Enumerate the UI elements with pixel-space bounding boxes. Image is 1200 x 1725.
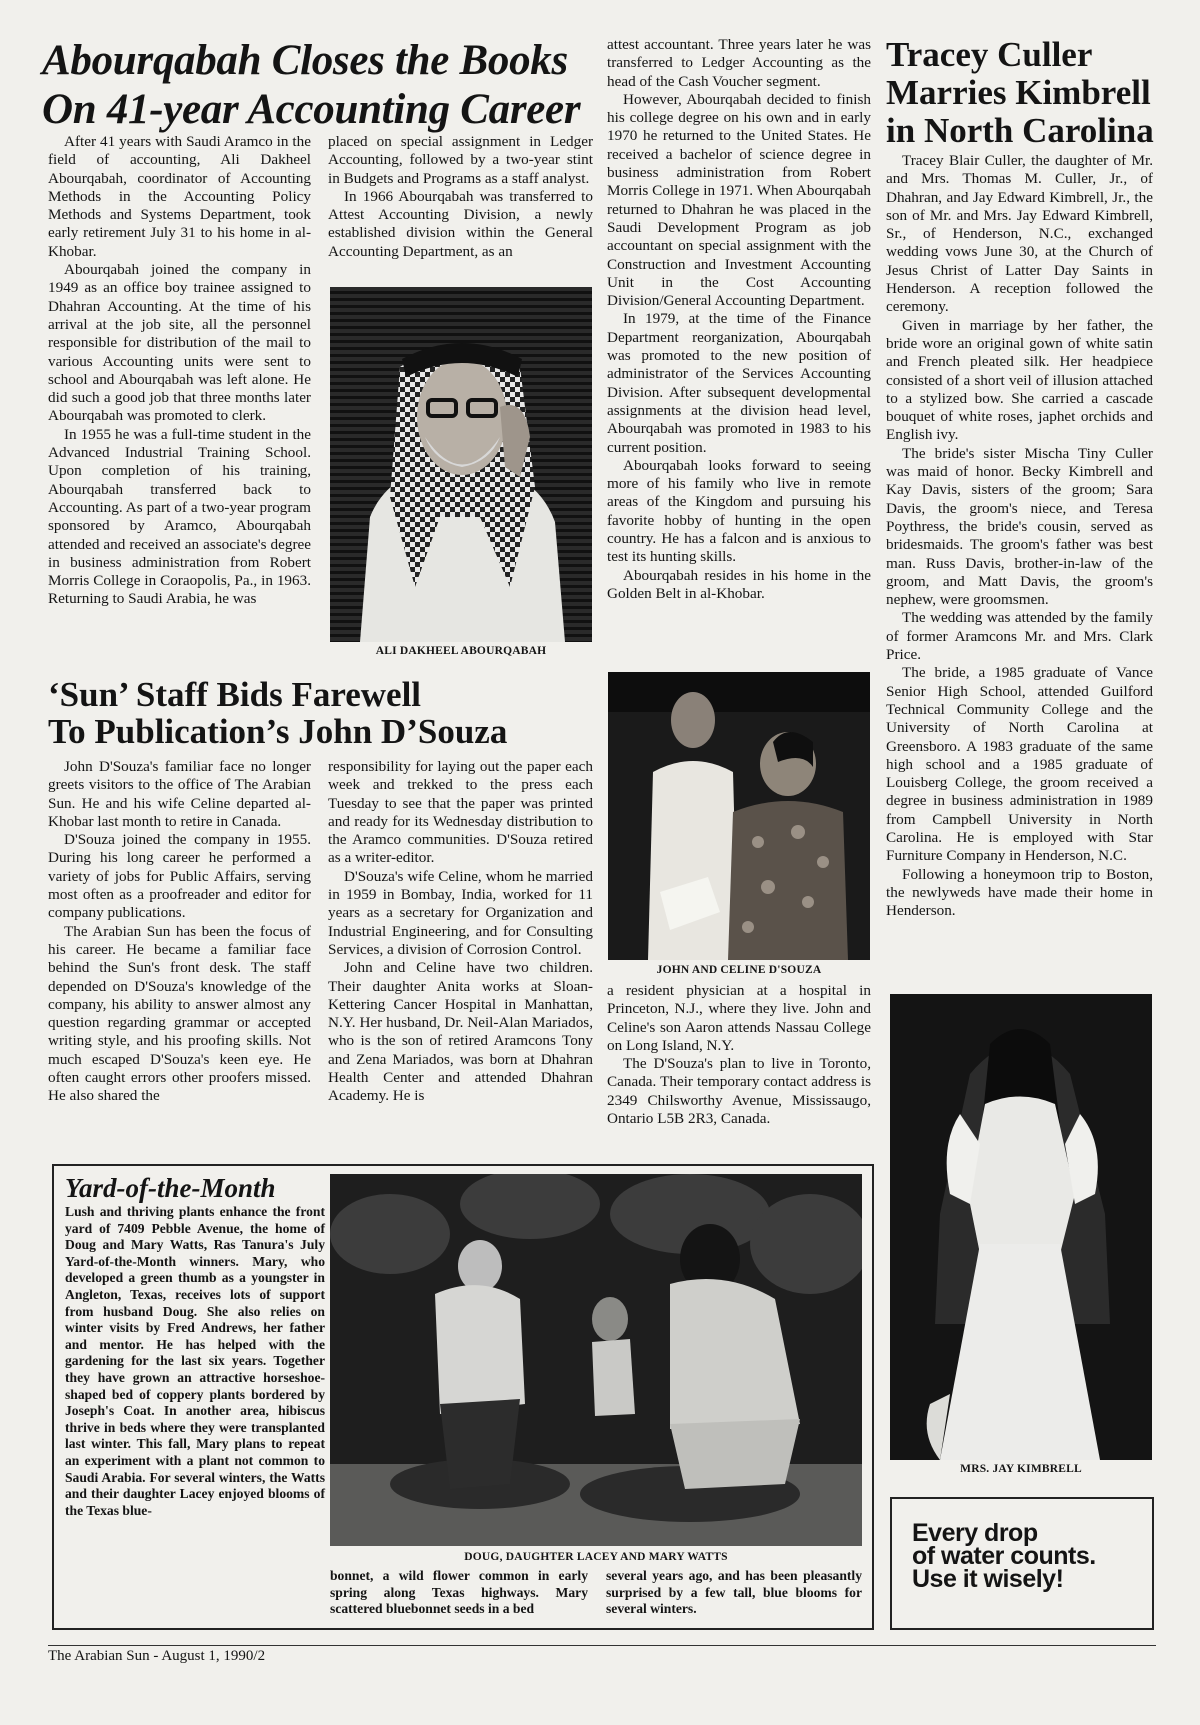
story2-column-3: a resident physician at a hospital in Princeton, N.J., where they live. John and Celine's son Aaron attends Nassau College on Long Island, N.Y. The D'Souza's plan to live in Toronto, Canada. Their temporary contact address is 2349 Chilsworthy Avenue, Mississaugo, Ontario L5B 2R3, Canada. (607, 982, 871, 1128)
yard-of-the-month-box (52, 1164, 874, 1630)
footer-rule (48, 1645, 1156, 1646)
yard-bottom-column-2: bonnet, a wild flower common in early spring along Texas highways. Mary scattered bluebonnet seeds in a bed (330, 1568, 588, 1617)
yard-bottom-column-3: several years ago, and has been pleasantly surprised by a few tall, blue blooms for several winters. (606, 1568, 862, 1617)
yard-text-column: Lush and thriving plants enhance the front yard of 7409 Pebble Avenue, the home of Doug and Mary Watts, Ras Tanura's July Yard-of-the-Month winners. Mary, who developed a green thumb as a youngster in Angleton, Texas, receives lots of support from husband Doug. She also relies on winter visits by Fred Andrews, her father and mentor. He has helped with the gardening for the last six years. Together they have grown an attractive horseshoe-shaped bed of coppery plants bordered by Joseph's Coat. In another area, hibiscus thrive in beds where they were transplanted last winter. This fall, Mary plans to repeat an experiment with a plant not common to Saudi Arabia. For several winters, the Watts and their daughter Lacey enjoyed blooms of the Texas blue- (65, 1204, 325, 1518)
photo-mrs-kimbrell (890, 994, 1152, 1460)
photo-abourqabah (330, 287, 592, 642)
story1-column-2: placed on special assignment in Ledger Accounting, followed by a two-year stint in Budgets and Programs as a staff analyst. In 1966 Abourqabah was transferred to Attest Accounting Division, a newly established division within the General Accounting Department, as an (328, 133, 593, 260)
photo-caption-abourqabah: ALI DAKHEEL ABOURQABAH (375, 645, 547, 657)
story3-column: Tracey Blair Culler, the daughter of Mr. and Mrs. Thomas M. Culler, Jr., of Dhahran, and Jay Edward Kimbrell, Jr., the son of Mr. and Mrs. Jay Edward Kimbrell, Sr., of Henderson, N.C., exchanged wedding vows June 30, at the Church of Jesus Christ of Latter Day Saints in Henderson. A reception followed the ceremony. Given in marriage by her father, the bride wore an original gown of white satin and French pleated silk. Her headpiece consisted of a short veil of illusion attached to a stylized bow. She carried a cascade bouquet of white roses, japhet orchids and English ivy. The bride's sister Mischa Tiny Culler was maid of honor. Becky Kimbrell and Kay Davis, sisters of the groom; Sara Davis, the groom's niece, and Teresa Poythress, the bride's cousin, served as bridesmaids. The groom's father was best man. Russ Davis, brother-in-law of the groom, and Matt Davis, the groom's nephew, were groomsmen. The wedding was attended by the family of former Aramcons Mr. and Mrs. Clark Price. The bride, a 1985 graduate of Vance Senior High School, attended Guilford Technical Community College and the University of North Carolina at Greensboro. A 1983 graduate of the same high school and a 1985 graduate of Louisberg College, the groom received a degree in business administration in 1989 from Campbell University in North Carolina. He is employed with Star Furniture Company in Henderson, N.C. Following a honeymoon trip to Boston, the newlyweds have made their home in Henderson. (886, 152, 1153, 920)
headline-dsouza: ‘Sun’ Staff Bids Farewell To Publication’s John D’Souza (48, 675, 508, 751)
story1-column-1: After 41 years with Saudi Aramco in the field of accounting, Ali Dakheel Abourqabah, coordinator of Accounting Methods in the Accounting Policy Methods and Systems Department, took early retirement July 31 to his home in al-Khobar. Abourqabah joined the company in 1949 as an office boy trainee assigned to Dhahran Accounting. At the time of his arrival at the job site, all the personnel responsible for distribution of the mail to various Accounting units were sent to school and Abourqabah was left alone. He did such a good job that three months later Abourqabah was promoted to clerk. In 1955 he was a full-time student in the Advanced Industrial Training School. Upon completion of his training, Abourqabah transferred back to Accounting. As part of a two-year program sponsored by Aramco, Abourqabah attended and received an associate's degree in business administration from Robert Morris College in Coraopolis, Pa., in 1963. Returning to Saudi Arabia, he was (48, 133, 311, 608)
yard-title: Yard-of-the-Month (65, 1173, 276, 1203)
headline-culler-kimbrell: Tracey Culler Marries Kimbrell in North Carolina (886, 35, 1154, 150)
footer-folio: The Arabian Sun - August 1, 1990/2 (48, 1648, 266, 1664)
photo-caption-dsouza: JOHN AND CELINE D'SOUZA (656, 964, 822, 976)
headline-abourqabah: Abourqabah Closes the Books On 41-year Accounting Career (42, 37, 581, 133)
water-conservation-ad (890, 1497, 1154, 1630)
photo-dsouza (608, 672, 870, 960)
photo-watts-family (330, 1174, 862, 1546)
photo-caption-watts: DOUG, DAUGHTER LACEY AND MARY WATTS (464, 1551, 728, 1563)
story1-column-3: attest accountant. Three years later he was transferred to Ledger Accounting as the head of the Cash Voucher segment. However, Abourqabah decided to finish his college degree on his own and in early 1970 he returned to the United States. He received a bachelor of science degree in business administration from Robert Morris College in 1971. When Abourqabah returned to Dhahran he was placed in the Saudi Development Program as job accountant on special assignment with the Construction and Investment Accounting Unit in the Cost Accounting Division/General Accounting Department. In 1979, at the time of the Finance Department reorganization, Abourqabah was promoted to the new position of administrator of the Services Accounting Division. After subsequent developmental assignments at the division head level, Abourqabah was promoted in 1983 to his current position. Abourqabah looks forward to seeing more of his family who live in remote areas of the Kingdom and pursuing his favorite hobby of hunting in the open country. He has a falcon and is anxious to test its hunting skills. Abourqabah resides in his home in the Golden Belt in al-Khobar. (607, 36, 871, 602)
ad-text: Every drop of water counts. Use it wisely! (912, 1519, 1096, 1593)
photo-caption-mrs-kimbrell: MRS. JAY KIMBRELL (960, 1463, 1082, 1475)
story2-column-1: John D'Souza's familiar face no longer greets visitors to the office of The Arabian Sun. He and his wife Celine departed al-Khobar last month to retire in Canada. D'Souza joined the company in 1955. During his long career he performed a variety of jobs for Public Affairs, serving most often as a proofreader and editor for company publications. The Arabian Sun has been the focus of his career. He became a familiar face behind the Sun's front desk. The staff depended on D'Souza's knowledge of the company, his ability to answer almost any question regarding grammar or accepted writing style, and his proofing skills. Not much escaped D'Souza's keen eye. He often caught errors other proofers missed. He also shared the (48, 758, 311, 1105)
story2-column-2: responsibility for laying out the paper each week and trekked to the press each Tuesday to see that the paper was printed and ready for its Wednesday distribution to the Aramco communities. D'Souza retired as a writer-editor. D'Souza's wife Celine, whom he married in 1959 in Bombay, India, worked for 11 years as a secretary for Organization and Industrial Engineering, and for Consulting Services, a division of Corrosion Control. John and Celine have two children. Their daughter Anita works at Sloan-Kettering Cancer Hospital in Manhattan, N.Y. Her husband, Dr. Neil-Alan Mariados, who is the son of retired Aramcons Tony and Zena Mariados, was born at Dhahran Health Center and attended Dhahran Academy. He is (328, 758, 593, 1105)
